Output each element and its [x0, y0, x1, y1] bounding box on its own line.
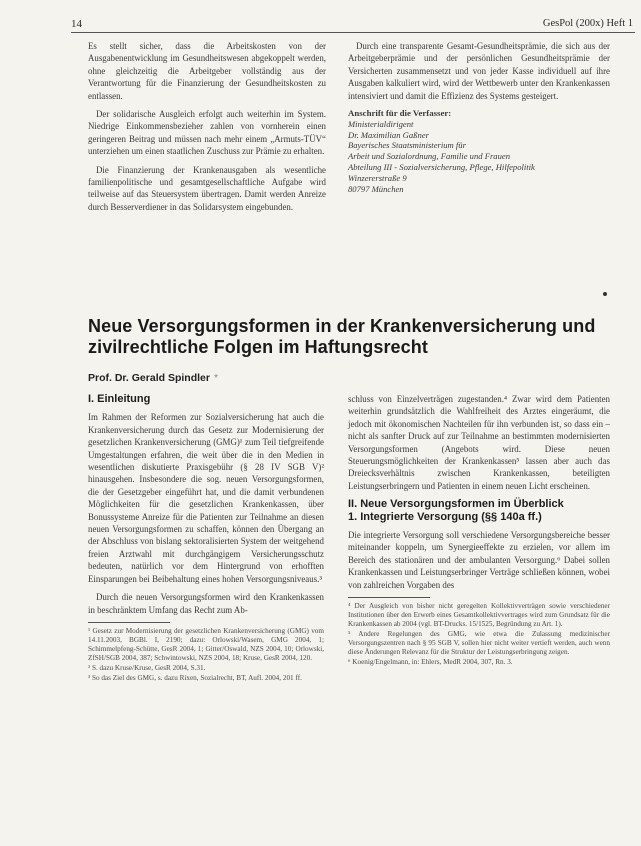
section-heading: I. Einleitung — [88, 393, 151, 405]
article-author — [88, 372, 218, 384]
top-right-column — [348, 40, 610, 194]
paragraph: Die integrierte Versorgung soll verschiedene Versorgungsbereiche besser miteinander koppeln, um Synergieeffekte zu erzielen, vor allem im Bereich des stationären und der ambulanten Versorgung.⁶ Dabei sollen Krankenkassen und Leistungserbringer Verträge schließen können, wobei von zahlreichen Vorgaben des — [348, 530, 610, 590]
paragraph: Die Finanzierung der Krankenausgaben als wesentliche familienpolitische und gesamtgesellschaftliche Aufgabe wird teilweise auf das Steuersystem übertragen. Damit werden Anreize durch Besserverdiener in das Solidarsystem eingebunden. — [88, 164, 326, 212]
paragraph: Durch eine transparente Gesamt-Gesundheitsprämie, die sich aus der Arbeitgeberprämie und der persönlichen Gesundheitsprämie der Versicherten zusammensetzt und von jeder Kasse individuell auf ihre Ausgaben kalkuliert wird, wird der Wettbewerb unter den Krankenkassen intensiviert und damit die Effizienz des Systems gesteigert. — [348, 41, 610, 101]
footnote: ⁵ Andere Regelungen des GMG, wie etwa die Zulassung medizinischer Versorgungszentren nach § 95 SGB V, sollen hier nicht weiter vertieft werden, auch wenn diese Änderungen Relevanz für die Struktur der Leistungserbringung zeigen. — [348, 630, 610, 657]
footnote: ³ So das Ziel des GMG, s. dazu Rixen, Sozialrecht, BT, Aufl. 2004, 201 ff. — [88, 673, 302, 682]
paragraph: Durch die neuen Versorgungsformen wird den Krankenkassen in beschränktem Umfang das Recht zum Ab- — [88, 592, 324, 615]
footnote: ⁴ Der Ausgleich von bisher nicht geregelten Kollektivverträgen sowie verschiedener Institutionen über den Erwerb eines Gesamtkollektivvertrages wird zum Grundsatz für die Krankenkassen ab 2004 (vgl. BT-Drucks. 15/1525, Begründung zu Art. 1). — [348, 602, 610, 629]
footnote-rule — [88, 622, 170, 623]
footnote: ⁶ Koenig/Engelmann, in: Ehlers, MedR 2004, 307, Rn. 3. — [348, 658, 513, 667]
author-address — [348, 108, 610, 194]
bottom-right-column — [348, 393, 610, 668]
footnote-rule — [348, 597, 430, 598]
subsection-heading: 1. Integrierte Versorgung (§§ 140a ff.) — [348, 510, 542, 523]
address-line: Dr. Maximilian Gaßner — [348, 129, 429, 140]
address-line: Winzererstraße 9 — [348, 172, 407, 183]
bottom-left-column — [88, 393, 324, 684]
end-mark-icon — [603, 292, 607, 296]
address-line: Ministerialdirigent — [348, 118, 414, 129]
author-footnote-mark: * — [213, 372, 219, 384]
journal-running-head: GesPol (200x) Heft 1 — [542, 18, 633, 29]
section-heading: II. Neue Versorgungsformen im Überblick — [348, 498, 564, 511]
page-number: 14 — [71, 18, 82, 30]
paragraph: schluss von Einzelverträgen zugestanden.⁴ Zwar wird dem Patienten weiterhin grundsätzlich die Wahlfreiheit des Arztes eingeräumt, die jedoch mit ökonomischen Nachteilen für ihn verbunden ist, so dass ein – nicht als sanfter Druck auf zur Teilnahme an bestimmten modernisierten Versorgungsformen (Angebots wird. Diese neuen Steuerungsmöglichkeiten der Krankenkassen⁵ lassen aber auch das Dreiecksverhältnis zwischen Krankenkassen, beteiligten Leistungserbringern und Patienten in einem neuen Licht erscheinen. — [348, 394, 610, 491]
top-left-column — [88, 40, 326, 219]
address-line: Arbeit und Sozialordnung, Familie und Frauen — [348, 151, 510, 162]
address-line: Bayerisches Staatsministerium für — [348, 140, 466, 151]
paragraph: Es stellt sicher, dass die Arbeitskosten von der Ausgabenentwicklung im Gesundheitswesen abgekoppelt werden, ohne gleichzeitig die Arbeitgeber vollständig aus der Verantwortung für die Finanzierung der Gesundheitskosten zu entlassen. — [88, 41, 326, 101]
author-name: Prof. Dr. Gerald Spindler — [88, 372, 210, 384]
address-line: 80797 München — [348, 183, 404, 194]
footnote: ² S. dazu Kruse/Kruse, GesR 2004, S.31. — [88, 663, 206, 672]
address-line: Abteilung III - Sozialversicherung, Pflege, Hilfepolitik — [348, 162, 535, 173]
paragraph: Der solidarische Ausgleich erfolgt auch weiterhin im System. Niedrige Einkommensbezieher zahlen von vornherein einen geringeren Beitrag und müssen nach mehr einem „Armuts-TÜV“ unterziehen um einen staatlichen Zuschuss zur Prämie zu erhalten. — [88, 109, 326, 157]
paragraph: Im Rahmen der Reformen zur Sozialversicherung hat auch die Krankenversicherung durch das Gesetz zur Modernisierung der gesetzlichen Krankenversicherung (GMG)¹ zum Teil tiefgreifende Umgestaltungen erfahren, die weit über die in den Medien in wesentlichen diskutierte Praxisgebühr (§ 28 IV SGB V)² hinausgehen. Insbesondere die sog. neuen Versorgungsformen, die der Gesetzgeber eingeführt hat, und die damit verbundenen Möglichkeiten für die gesetzlichen Krankenkassen, über Bonussysteme Anreize für die Patienten zur Teilnahme an diesen neuen Versorgungsformen zu schaffen, können den Übergang an der Abschluss von bislang sektoralisierten System der weitgehend freien Arztwahl mit durchgängigem Versicherungsschutz bedeuten, natürlich vor dem Hintergrund von erhofften Einsparungen bei Beibehaltung eines hohen Versorgungsniveaus.³ — [88, 412, 324, 584]
footnotes — [348, 602, 610, 667]
footnote: ¹ Gesetz zur Modernisierung der gesetzlichen Krankenversicherung (GMG) vom 14.11.2003, BGBl. I, 2190; dazu: Orlowski/Wasem, GMG 2004, 1; Schimmelpfeng-Schütte, GesR 2004, 1; Gitter/Oswald, NZS 2004, 10; Orlowski, ZfSH/SGB 2004, 387; Schwintowski, NZS 2004, 18; Kruse, GesR 2004, 120. — [88, 626, 324, 662]
address-heading: Anschrift für die Verfasser: — [348, 108, 452, 119]
header-rule — [71, 32, 635, 33]
footnotes — [88, 627, 324, 683]
article-title: Neue Versorgungsformen in der Krankenversicherung und zivilrechtliche Folgen im Haftungsrecht — [88, 316, 596, 357]
